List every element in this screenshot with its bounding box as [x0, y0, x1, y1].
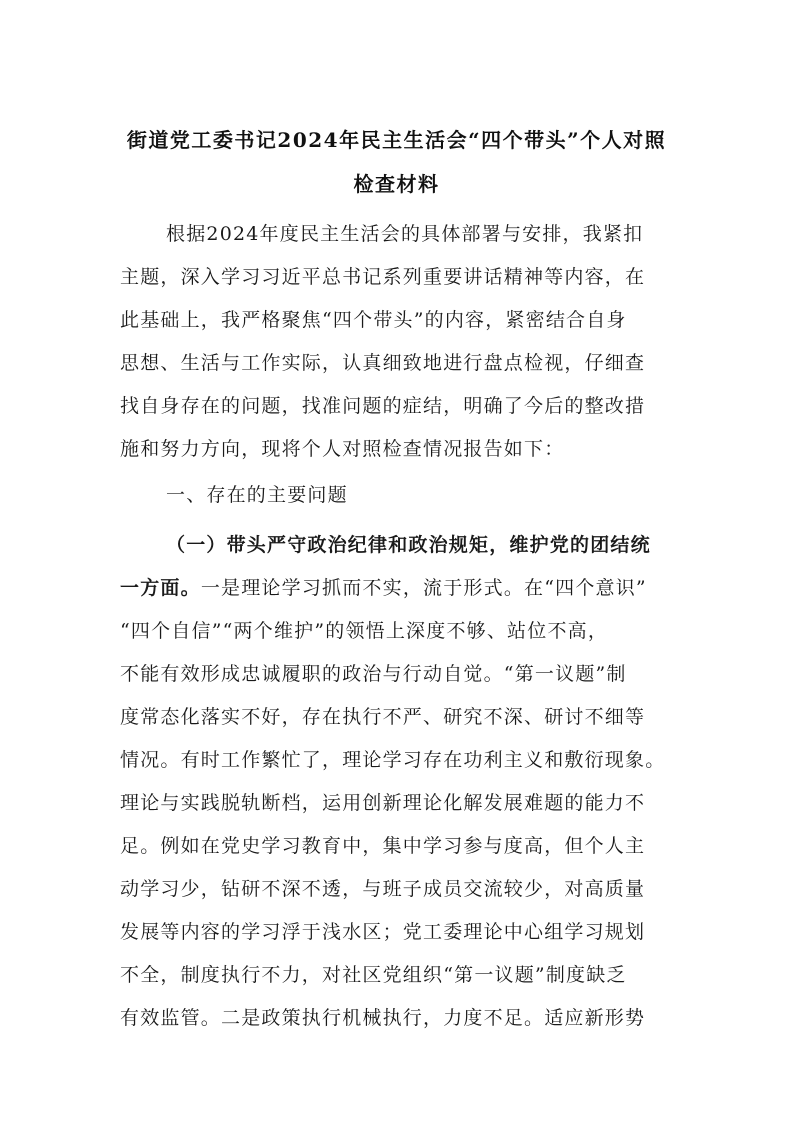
document-title-line-1: 街道党工委书记2024年民主生活会“四个带头”个人对照: [126, 128, 667, 152]
body-line: 足。例如在党史学习教育中，集中学习参与度高，但个人主: [120, 835, 646, 857]
body-line: 情况。有时工作繁忙了，理论学习存在功利主义和敷衍现象。: [120, 749, 666, 771]
intro-line: 施和努力方向，现将个人对照检查情况报告如下：: [120, 438, 565, 460]
subsection-heading-line: （一）带头严守政治纪律和政治规矩，维护党的团结统: [166, 534, 651, 556]
subsection-heading-continuation: [120, 573, 680, 600]
body-line: “四个自信”“两个维护”的领悟上深度不够、站位不高，: [120, 620, 609, 642]
document-title-line-2: 检查材料: [353, 172, 440, 196]
body-line: 有效监管。二是政策执行机械执行，力度不足。适应新形势: [120, 1007, 646, 1029]
intro-line: 根据2024年度民主生活会的具体部署与安排，我紧扣: [166, 223, 644, 245]
body-line: 不全，制度执行不力，对社区党组织“第一议题”制度缺乏: [120, 964, 627, 986]
body-line: 动学习少，钻研不深不透，与班子成员交流较少，对高质量: [120, 878, 646, 900]
intro-line: 主题，深入学习习近平总书记系列重要讲话精神等内容，在: [120, 266, 646, 288]
body-line: 理论与实践脱轨断档，运用创新理论化解发展难题的能力不: [120, 792, 646, 814]
intro-line: 找自身存在的问题，找准问题的症结，明确了今后的整改措: [120, 395, 646, 417]
body-line: 度常态化落实不好，存在执行不严、研究不深、研讨不细等: [120, 706, 646, 728]
subsection-heading-end: 一方面。: [120, 577, 201, 599]
intro-line: 此基础上，我严格聚焦“四个带头”的内容，紧密结合自身: [120, 309, 627, 331]
subsection-body-start: 一是理论学习抓而不实，流于形式。在“四个意识”: [200, 577, 647, 599]
section-heading: 一、存在的主要问题: [166, 484, 348, 506]
body-line: 不能有效形成忠诚履职的政治与行动自觉。“第一议题”制: [120, 663, 627, 685]
body-line: 发展等内容的学习浮于浅水区；党工委理论中心组学习规划: [120, 921, 646, 943]
intro-line: 思想、生活与工作实际，认真细致地进行盘点检视，仔细查: [120, 352, 646, 374]
